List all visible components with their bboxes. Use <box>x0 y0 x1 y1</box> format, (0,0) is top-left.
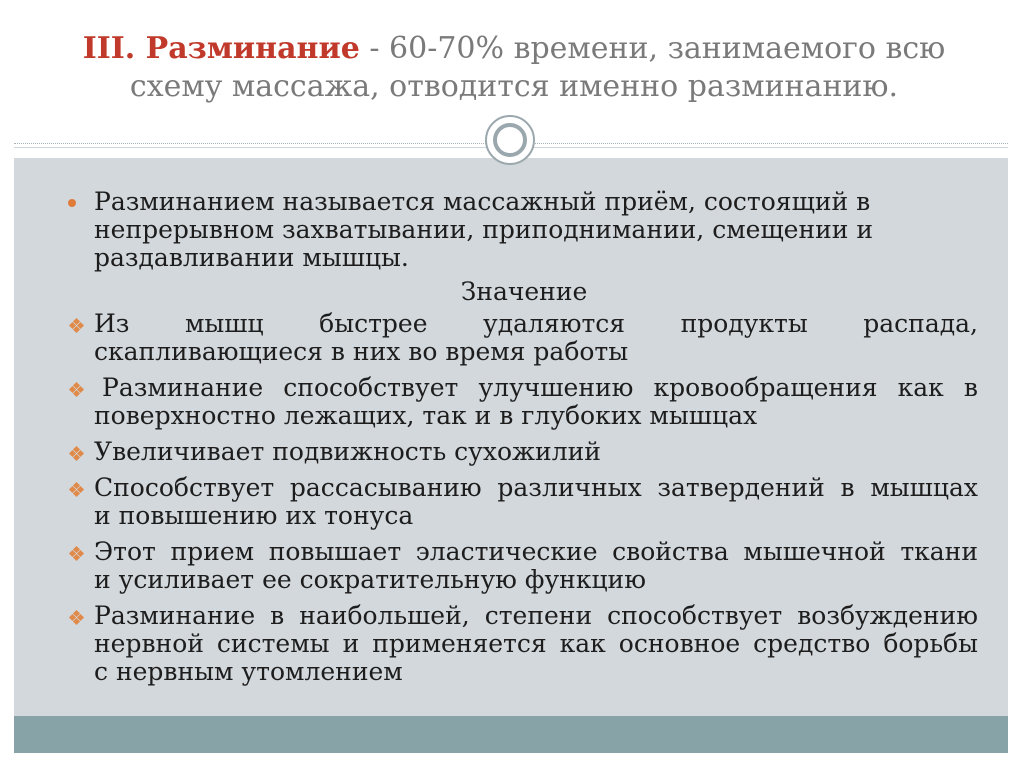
list-item-line-2: скапливающиеся в них во время работы <box>94 337 629 366</box>
list-item-line-2: нервной системы и применяется как основное средство борьбы <box>94 629 978 658</box>
definition-text: Разминанием называется массажный приём, состоящий в непрерывном захватывании, приподнимании, смещении и раздавливании мышцы. <box>94 187 874 272</box>
list-item-line-1: Разминание способствует улучшению кровообращения как в <box>102 373 978 402</box>
orange-diamond-cluster-icon <box>70 611 84 625</box>
slide <box>14 14 1008 753</box>
list-item <box>70 310 978 366</box>
list-item-line-2: поверхностно лежащих, так и в глубоких мышцах <box>94 401 758 430</box>
title-lead: III. Разминание <box>82 31 360 66</box>
slide-title <box>54 30 974 106</box>
list-item-line-3: с нервным утомлением <box>94 657 403 686</box>
ornament-inner-ring <box>493 123 527 157</box>
list-item-line-2: и повышению их тонуса <box>94 501 414 530</box>
content-area <box>14 158 1008 716</box>
section-heading: Значение <box>460 277 588 306</box>
orange-dot-icon <box>68 199 76 207</box>
title-rest: - 60-70% времени, занимаемого всю схему массажа, отводится именно разминанию. <box>129 31 946 104</box>
list-item <box>70 474 978 530</box>
orange-diamond-cluster-icon <box>70 447 84 461</box>
list-item <box>70 602 978 686</box>
list-item-line-2: и усиливает ее сократительную функцию <box>94 565 646 594</box>
list-item-line-1: Увеличивает подвижность сухожилий <box>94 437 601 466</box>
definition-item <box>70 188 978 272</box>
double-ring-ornament-icon <box>485 115 535 165</box>
list-item-line-1: Из мышц быстрее удаляются продукты распада, <box>94 309 978 338</box>
body-text <box>70 188 978 694</box>
list-item <box>70 538 978 594</box>
list-item-line-1: Этот прием повышает эластические свойства мышечной ткани <box>94 537 978 566</box>
list-item <box>70 438 978 466</box>
list-item-line-1: Способствует рассасыванию различных затвердений в мышцах <box>94 473 978 502</box>
list-item <box>70 374 978 430</box>
list-item-line-1: Разминание в наибольшей, степени способствует возбуждению <box>94 601 978 630</box>
footer-band <box>14 716 1008 753</box>
orange-diamond-cluster-icon <box>70 547 84 561</box>
orange-diamond-cluster-icon <box>70 383 84 397</box>
orange-diamond-cluster-icon <box>70 483 84 497</box>
orange-diamond-cluster-icon <box>70 319 84 333</box>
